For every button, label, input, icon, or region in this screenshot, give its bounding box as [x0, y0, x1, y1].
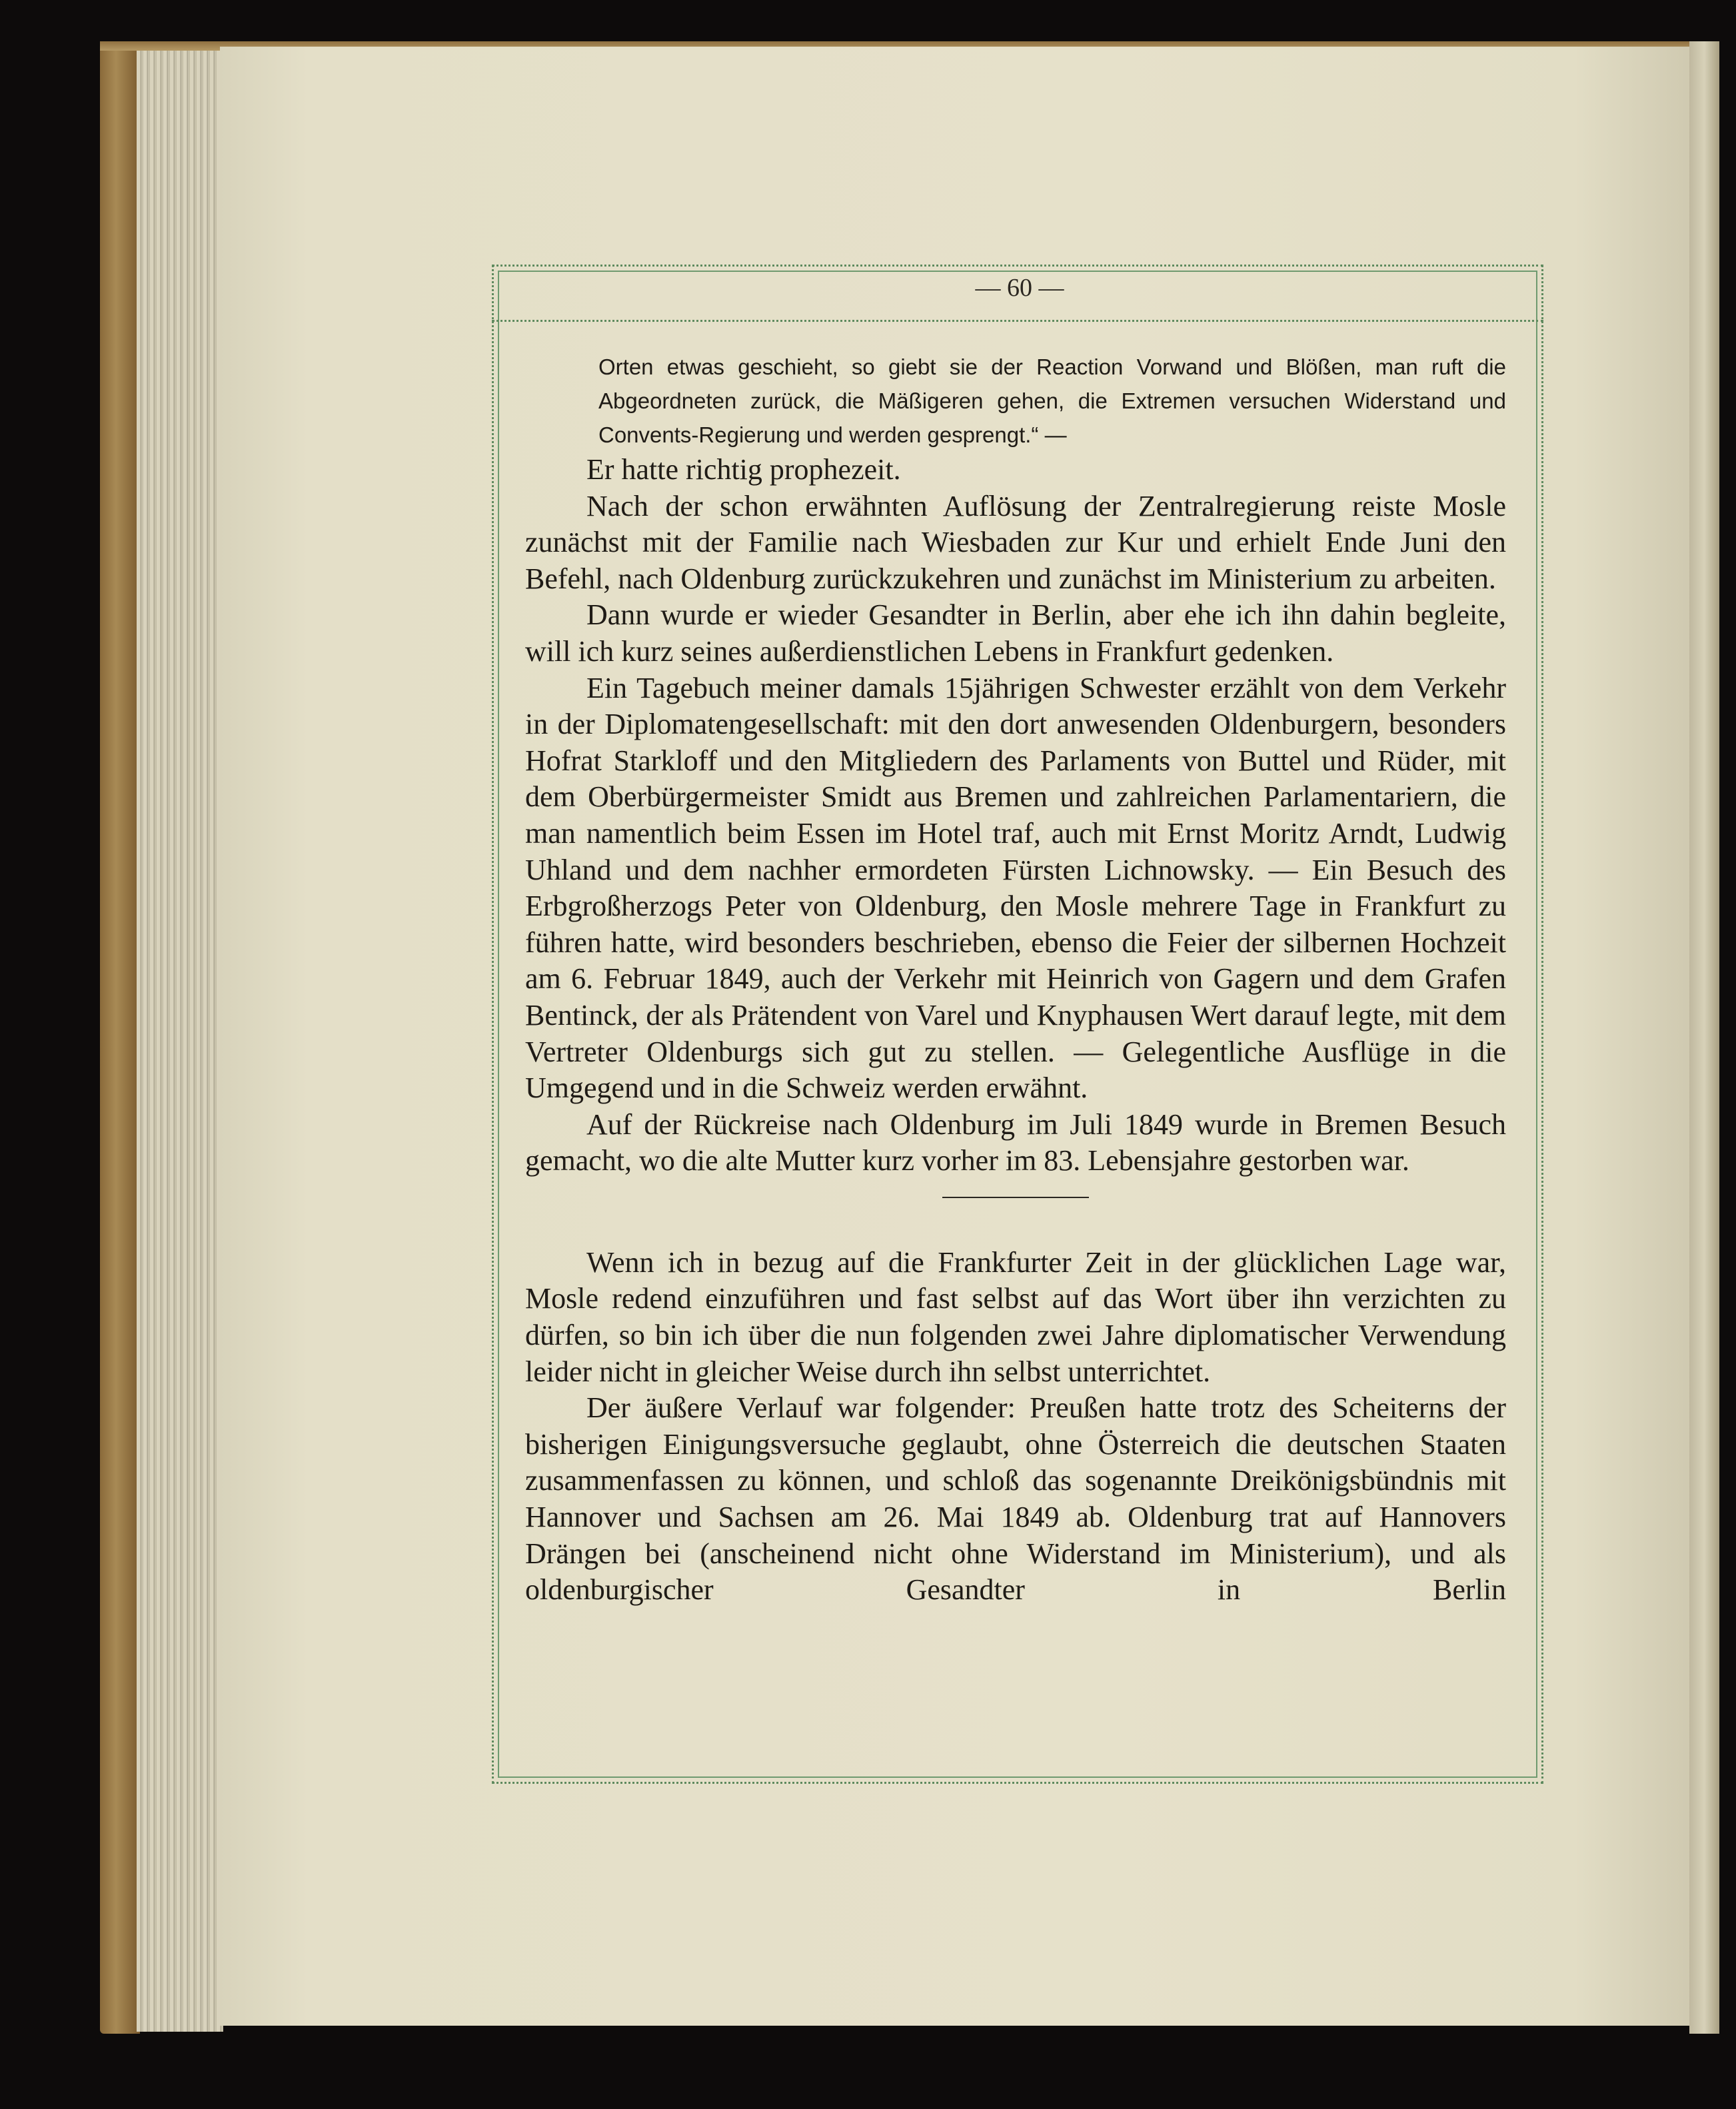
book-cover-edge — [100, 41, 140, 2034]
header-rule — [492, 320, 1543, 322]
paragraph-5: Auf der Rückreise nach Oldenburg im Juli 1849 wurde in Bremen Besuch gemacht, wo die alte Mutter kurz vorher im 83. Lebensjahre gestorben war. — [525, 1107, 1506, 1177]
book-gutter-edge — [1689, 41, 1719, 2034]
page-number: — 60 — — [975, 274, 1064, 302]
paragraph-7: Der äußere Verlauf war folgender: Preußen hatte trotz des Scheiterns der bisherigen Einigungsversuche geglaubt, ohne Österreich die deutschen Staaten zusammenfassen zu können, und schloß das sogenannte Dreikönigsbündnis mit Hannover und Sachsen am 26. Mai 1849 ab. Oldenburg trat auf Hannovers Drängen bei (anscheinend nicht ohne Widerstand im Ministerium), und als oldenburgischer Gesandter in Berlin — [525, 1391, 1506, 1607]
page-text — [525, 350, 1506, 1609]
paragraph-6: Wenn ich in bezug auf die Frankfurter Zeit in der glücklichen Lage war, Mosle redend einzuführen und fast selbst auf das Wort über ihn verzichten zu dürfen, so bin ich über die nun folgenden zwei Jahre diplomatischer Verwendung leider nicht in gleicher Weise durch ihn selbst unterrichtet. — [525, 1245, 1506, 1388]
paragraph-1: Er hatte richtig prophezeit. — [586, 453, 901, 486]
paragraph-4: Ein Tagebuch meiner damals 15jährigen Schwester erzählt von dem Verkehr in der Diplomatengesellschaft: mit den dort anwesenden Oldenburgern, besonders Hofrat Starkloff und den Mitgliedern des Parlaments von Buttel und Rüder, mit dem Oberbürgermeister Smidt aus Bremen und zahlreichen Parlamentariern, die man namentlich beim Essen im Hotel traf, auch mit Ernst Moritz Arndt, Ludwig Uhland und dem nachher ermordeten Fürsten Lichnowsky. — Ein Besuch des Erbgroßherzogs Peter von Oldenburg, den Mosle mehrere Tage in Frankfurt zu führen hatte, wird besonders beschrieben, ebenso die Feier der silbernen Hochzeit am 6. Februar 1849, auch der Verkehr mit Heinrich von Gagern und dem Grafen Bentinck, der als Prätendent von Varel und Knyphausen Wert darauf legte, mit dem Vertreter Oldenburgs sich gut zu stellen. — Gelegentliche Ausflüge in die Umgegend und in die Schweiz werden erwähnt. — [525, 671, 1506, 1105]
paragraph-3: Dann wurde er wieder Gesandter in Berlin, aber ehe ich ihn dahin begleite, will ich kurz seines außerdienstlichen Lebens in Frankfurt gedenken. — [525, 598, 1506, 668]
page-edges — [137, 43, 223, 2032]
section-separator — [942, 1197, 1089, 1198]
quote-block: Orten etwas geschieht, so giebt sie der Reaction Vorwand und Blößen, man ruft die Abgeordneten zurück, die Mäßigeren gehen, die Extremen versuchen Widerstand und Convents-Regierung und werden gesprengt.“ — — [598, 354, 1506, 447]
paragraph-2: Nach der schon erwähnten Auflösung der Zentralregierung reiste Mosle zunächst mit der Familie nach Wiesbaden zur Kur und erhielt Ende Juni den Befehl, nach Oldenburg zurückzukehren und zunächst im Ministerium zu arbeiten. — [525, 489, 1506, 595]
